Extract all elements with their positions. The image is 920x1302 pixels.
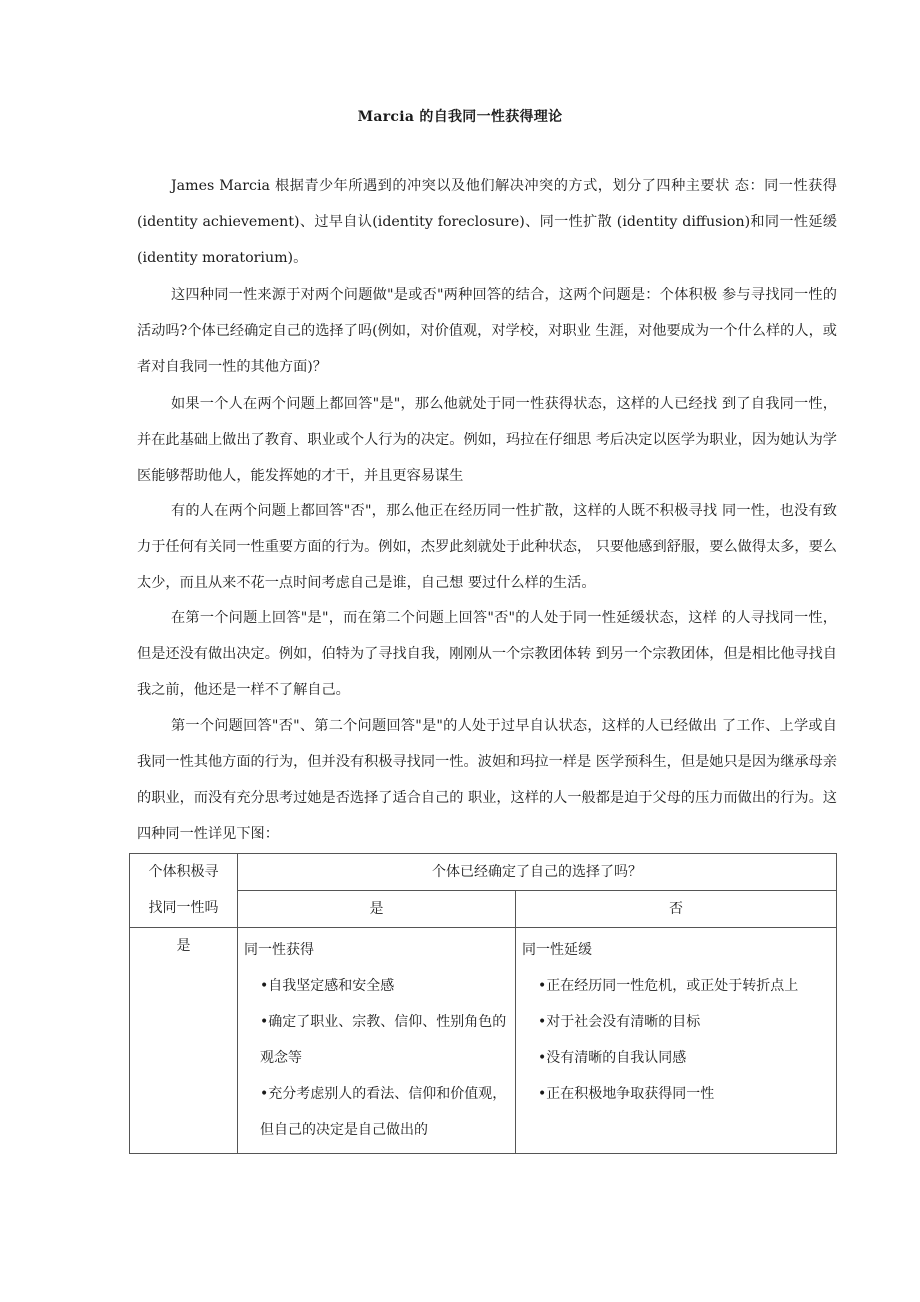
page-title: Marcia 的自我同一性获得理论 [357,109,563,125]
moratorium-item: •没有清晰的自我认同感 [538,1050,687,1066]
paragraph-moratorium: 在第一个问题上回答"是"，而在第二个问题上回答"否"的人处于同一性延缓状态，这样 的人寻找同一性，但是还没有做出决定。例如，伯特为了寻找自我，刚刚从一个宗教团体转 到另一个宗教团体，但是相比他寻找自我之前，他还是一样不了解自己。 [137,610,837,698]
moratorium-title: 同一性延缓 [522,942,592,958]
row-header-line1: 个体积极寻 [148,864,219,880]
identity-status-table [129,853,837,1154]
paragraph-intro: James Marcia 根据青少年所遇到的冲突以及他们解决冲突的方式，划分了四种主要状 态：同一性获得(identity achievement)、过早自认(identity foreclosure)、同一性扩散 (identity diffusion)和同一性延缓(identity moratorium)。 [137,178,837,266]
column-yes: 是 [238,891,516,928]
moratorium-item: •正在经历同一性危机，或正处于转折点上 [538,978,799,994]
achievement-cell [238,928,516,1154]
row-header-cell [130,854,238,928]
row-header-line2: 找同一性吗 [148,900,219,916]
paragraph-diffusion: 有的人在两个问题上都回答"否"，那么他正在经历同一性扩散，这样的人既不积极寻找 同一性，也没有致力于任何有关同一性重要方面的行为。例如，杰罗此刻就处于此种状态， 只要他感到舒服，要么做得太多，要么太少，而且从来不花一点时间考虑自己是谁，自己想 要过什么样的生活。 [137,503,837,591]
moratorium-cell [516,928,837,1154]
achievement-item: •确定了职业、宗教、信仰、性别角色的观念等 [260,1014,507,1066]
row-yes-text: 是 [176,938,191,954]
achievement-title: 同一性获得 [244,942,314,958]
column-header: 个体已经确定了自己的选择了吗？ [238,854,837,891]
paragraph-two-questions: 这四种同一性来源于对两个问题做"是或否"两种回答的结合，这两个问题是：个体积极 参与寻找同一性的活动吗?个体已经确定自己的选择了吗(例如，对价值观，对学校，对职业 生涯，对他要成为一个什么样的人，或者对自我同一性的其他方面)？ [137,287,837,375]
row-yes-label [130,928,238,1154]
column-no: 否 [516,891,837,928]
achievement-item: •自我坚定感和安全感 [260,978,395,994]
moratorium-item: •对于社会没有清晰的目标 [538,1014,701,1030]
moratorium-item: •正在积极地争取获得同一性 [538,1086,715,1102]
achievement-item: •充分考虑别人的看法、信仰和价值观，但自己的决定是自己做出的 [260,1086,507,1138]
paragraph-achievement: 如果一个人在两个问题上都回答"是"，那么他就处于同一性获得状态，这样的人已经找 到了自我同一性，并在此基础上做出了教育、职业或个人行为的决定。例如，玛拉在仔细思 考后决定以医学为职业，因为她认为学医能够帮助他人，能发挥她的才干，并且更容易谋生 [137,396,837,484]
paragraph-foreclosure: 第一个问题回答"否"、第二个问题回答"是"的人处于过早自认状态，这样的人已经做出 了工作、上学或自我同一性其他方面的行为，但并没有积极寻找同一性。波妲和玛拉一样是 医学预科生，但是她只是因为继承母亲的职业，而没有充分思考过她是否选择了适合自己的 职业，这样的人一般都是迫于父母的压力而做出的行为。这四种同一性详见下图： [137,718,837,842]
